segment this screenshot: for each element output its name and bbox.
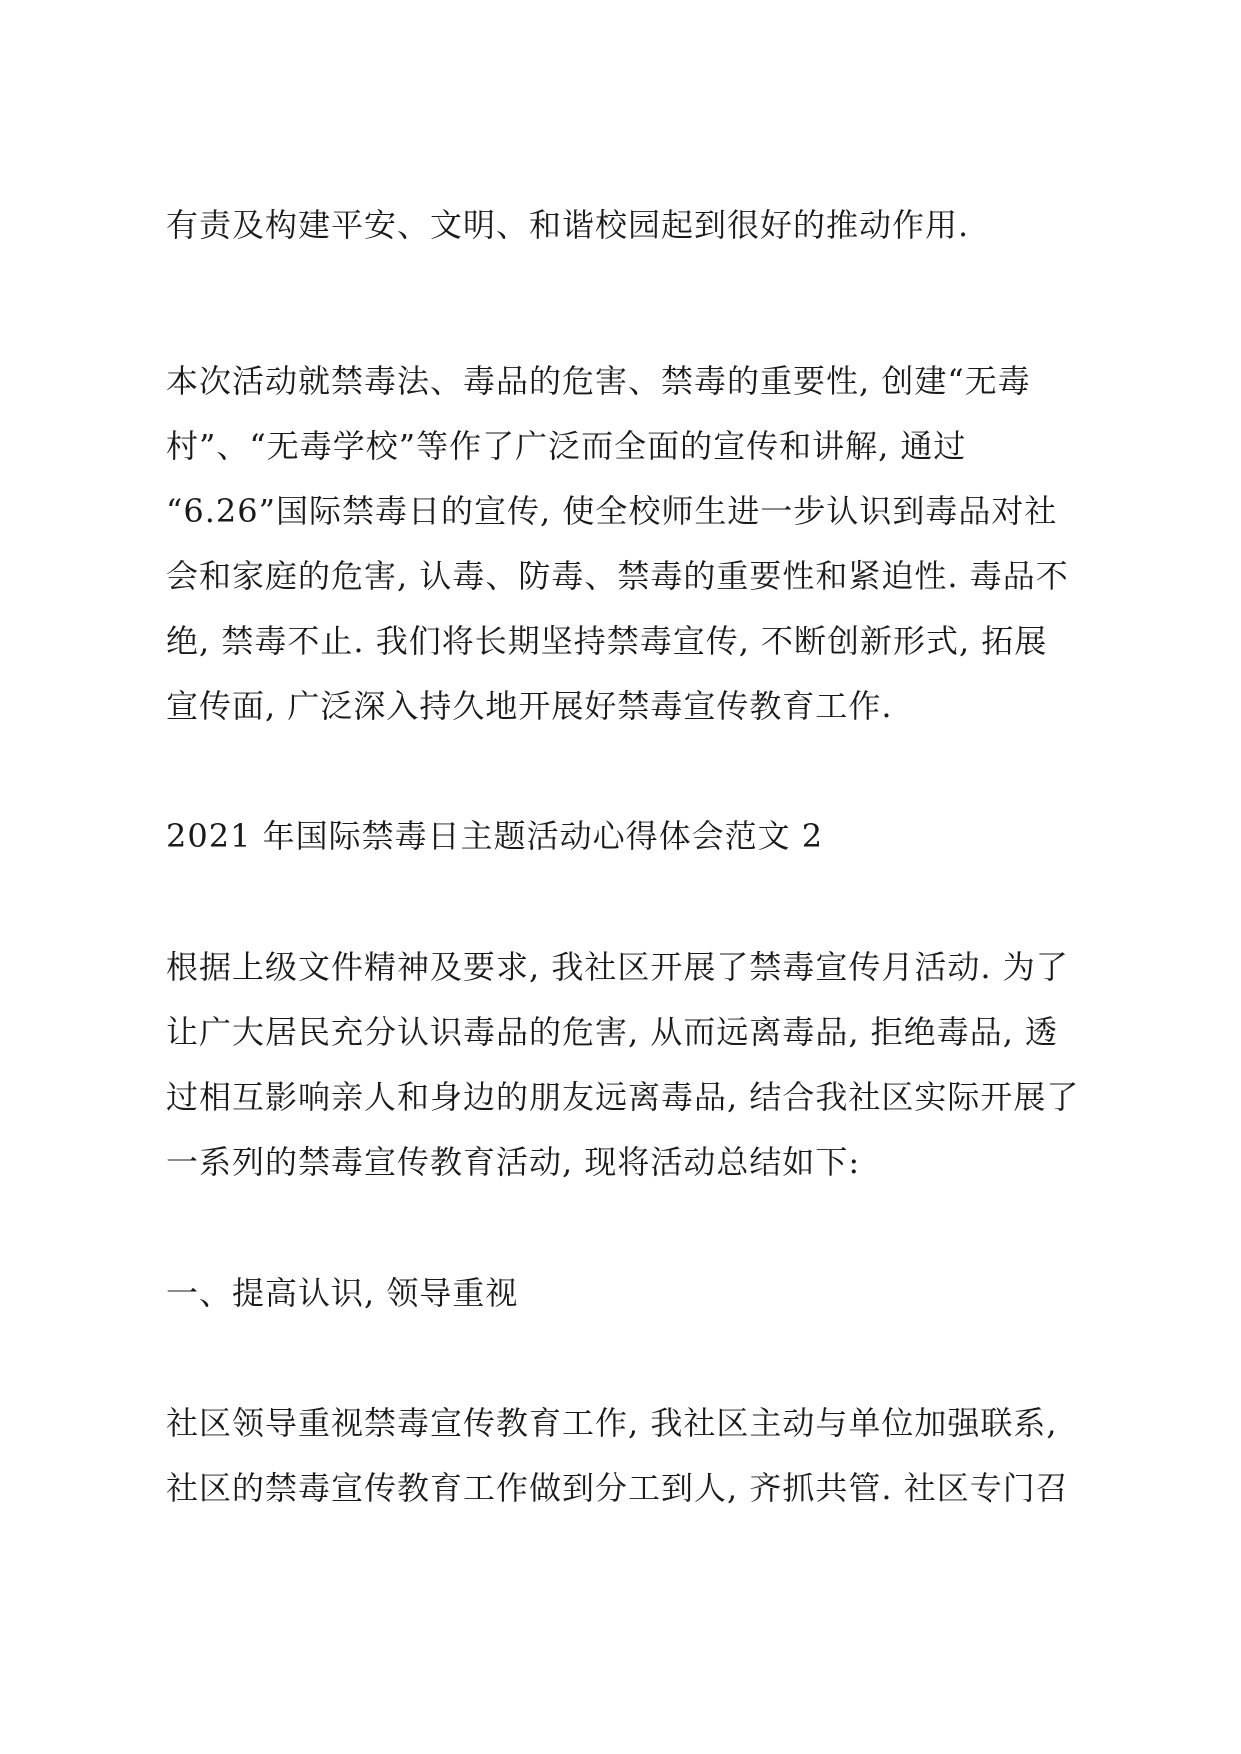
text-line: 本次活动就禁毒法、毒品的危害、禁毒的重要性, 创建“无毒 [166,362,1031,400]
text-line: 一系列的禁毒宣传教育活动, 现将活动总结如下: [166,1143,861,1181]
text-line: 根据上级文件精神及要求, 我社区开展了禁毒宣传月活动. 为了 [166,948,1069,986]
text-line: 会和家庭的危害, 认毒、防毒、禁毒的重要性和紧迫性. 毒品不 [166,557,1069,595]
text-line: 社区的禁毒宣传教育工作做到分工到人, 齐抓共管. 社区专门召 [166,1469,1069,1507]
section-heading: 一、提高认识, 领导重视 [166,1274,519,1312]
section-heading: 2021 年国际禁毒日主题活动心得体会范文 2 [166,817,824,855]
text-line: 社区领导重视禁毒宣传教育工作, 我社区主动与单位加强联系, [166,1404,1058,1442]
text-line: 过相互影响亲人和身边的朋友远离毒品, 结合我社区实际开展了 [166,1078,1080,1116]
text-line: 村”、“无毒学校”等作了广泛而全面的宣传和讲解, 通过 [166,427,967,465]
text-line: 绝, 禁毒不止. 我们将长期坚持禁毒宣传, 不断创新形式, 拓展 [166,622,1048,660]
text-line: “6.26”国际禁毒日的宣传, 使全校师生进一步认识到毒品对社 [166,492,1058,530]
text-line: 宣传面, 广泛深入持久地开展好禁毒宣传教育工作. [166,687,893,725]
text-line: 有责及构建平安、文明、和谐校园起到很好的推动作用. [166,206,970,244]
text-line: 让广大居民充分认识毒品的危害, 从而远离毒品, 拒绝毒品, 透 [166,1013,1059,1051]
